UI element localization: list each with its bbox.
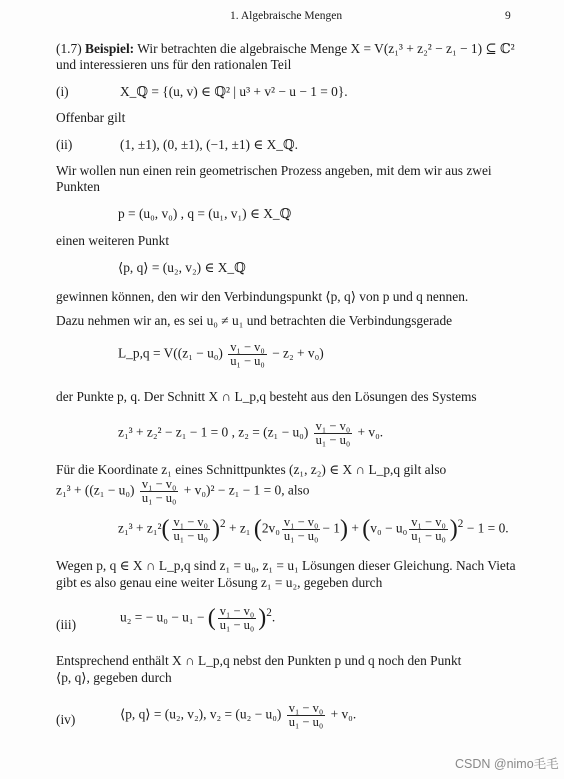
eq-connection-point: ⟨p, q⟩ = (u₂, v₂) ∈ X_ℚ [118, 260, 246, 275]
eq-iii-tag: (iii) [56, 617, 77, 632]
eq-iii-end: . [271, 609, 276, 625]
fraction-denominator: u₁ − u₀ [141, 491, 177, 505]
eq-long-g: − 1 = 0. [466, 520, 509, 536]
eq-long: z₁³ + z₁²( $\frac{\text{v₁ − v₀}}{\text{u₁ − u₀}}$ )$^2$ + z₁ (2v₀ $\frac{\text{v₁ − v₀}}{\text{u₁ − u₀}}$ − 1) + (v₀ − u₀ $\frac{\text{v₁ − v₀}}{\text{u₁ − u₀}}$ )$^2$ − 1 = 0. [118, 515, 509, 543]
eq-line-L [118, 341, 324, 368]
paragraph-4-line-2: Dazu nehmen wir an, es sei u₀ ≠ u₁ und betrachten die Verbindungsgerade [56, 313, 453, 328]
slope-fraction [282, 516, 321, 543]
fraction-denominator: u₁ − u₀ [230, 354, 265, 368]
paragraph-2-line-1: Wir wollen nun einen rein geometrischen Prozess angeben, mit dem wir aus zwei [56, 163, 492, 178]
eq-iii-body: u₂ = − u₀ − u₁ − ( $\frac{\text{v₁ − v₀}}{\text{u₁ − u₀}}$ )$^2$. [120, 604, 276, 632]
fraction-numerator: v₁ − v₀ [288, 701, 324, 715]
example-text-1: Wir betrachten die algebraische Menge X = V(z₁³ + z₂² − z₁ − 1) ⊆ ℂ² [137, 41, 515, 56]
slope-fraction [218, 605, 257, 632]
paragraph-6-line-2 [56, 478, 309, 505]
fraction-denominator: u₁ − u₀ [315, 433, 351, 447]
p6-lhs: z₁³ + ((z₁ − u₀) [56, 482, 135, 498]
slope-fraction [314, 420, 353, 447]
eq-long-d: − 1 [322, 520, 341, 536]
example-heading-line [56, 41, 515, 57]
eq-system [118, 420, 383, 447]
paragraph-5: der Punkte p, q. Der Schnitt X ∩ L_p,q besteht aus den Lösungen des Systems [56, 389, 477, 404]
example-number: (1.7) [56, 41, 82, 56]
eq-long-e: + [351, 520, 359, 536]
paragraph-7-line-2: gibt es also genau eine weiter Lösung z₁ = u₂, gegeben durch [56, 575, 383, 590]
fraction-denominator: u₁ − u₀ [411, 529, 446, 543]
page-number: 9 [505, 10, 511, 22]
fraction-numerator: v₁ − v₀ [230, 340, 265, 354]
running-header-title: 1. Algebraische Mengen [230, 10, 343, 22]
slope-fraction [228, 341, 267, 368]
fraction-numerator: v₁ − v₀ [283, 515, 319, 529]
example-text-2: und interessieren uns für den rationalen Teil [56, 57, 292, 72]
paragraph-3: einen weiteren Punkt [56, 233, 170, 248]
fraction-denominator: u₁ − u₀ [288, 715, 324, 729]
paragraph-8-line-1: Entsprechend enthält X ∩ L_p,q nebst den Punkten p und q noch den Punkt [56, 653, 462, 668]
watermark: CSDN @nimo毛毛 [455, 757, 559, 771]
p6-rhs: + v₀)² − z₁ − 1 = 0, also [183, 482, 310, 498]
eq-long-c: 2v₀ [261, 520, 280, 536]
slope-fraction [140, 478, 179, 505]
fraction-numerator: v₁ − v₀ [411, 515, 446, 529]
fraction-numerator: v₁ − v₀ [315, 419, 351, 433]
eq-ii-tag: (ii) [56, 137, 73, 152]
exponent: 2 [266, 607, 272, 620]
eq-L-lhs: L_p,q = V((z₁ − u₀) [118, 345, 223, 361]
fraction-numerator: v₁ − v₀ [141, 477, 177, 491]
eq-ii-body: (1, ±1), (0, ±1), (−1, ±1) ∈ X_ℚ. [120, 137, 298, 152]
paragraph-2-line-2: Punkten [56, 179, 100, 194]
eq-long-b: + z₁ [228, 520, 251, 536]
slope-fraction [409, 516, 448, 543]
slope-fraction [287, 702, 326, 729]
exponent: 2 [220, 518, 226, 531]
eq-long-f: v₀ − u₀ [370, 520, 408, 536]
slope-fraction [172, 516, 211, 543]
eq-i-body: X_ℚ = {(u, v) ∈ ℚ² | u³ + v² − u − 1 = 0}. [120, 84, 348, 99]
eq-system-lhs: z₁³ + z₂² − z₁ − 1 = 0 , z₂ = (z₁ − u₀) [118, 424, 309, 440]
eq-iii-lhs: u₂ = − u₀ − u₁ − [120, 609, 205, 625]
eq-system-rhs: + v₀. [357, 424, 384, 440]
paragraph-8-line-2: ⟨p, q⟩, gegeben durch [56, 670, 172, 685]
fraction-numerator: v₁ − v₀ [173, 515, 209, 529]
fraction-numerator: v₁ − v₀ [219, 604, 255, 618]
paragraph-offenbar: Offenbar gilt [56, 110, 126, 125]
paragraph-4-line-1: gewinnen können, den wir den Verbindungspunkt ⟨p, q⟩ von p und q nennen. [56, 289, 469, 304]
example-label: Beispiel: [85, 41, 135, 56]
eq-iv-lhs: ⟨p, q⟩ = (u₂, v₂), v₂ = (u₂ − u₀) [120, 706, 282, 722]
eq-iv-tag: (iv) [56, 712, 76, 727]
eq-i-tag: (i) [56, 84, 69, 99]
eq-points-pq: p = (u₀, v₀) , q = (u₁, v₁) ∈ X_ℚ [118, 206, 292, 221]
fraction-denominator: u₁ − u₀ [219, 618, 255, 632]
fraction-denominator: u₁ − u₀ [283, 529, 319, 543]
eq-iv-body [120, 702, 356, 729]
eq-long-a: z₁³ + z₁² [118, 520, 162, 536]
paragraph-7-line-1: Wegen p, q ∈ X ∩ L_p,q sind z₁ = u₀, z₁ = u₁ Lösungen dieser Gleichung. Nach Vieta [56, 558, 516, 573]
fraction-denominator: u₁ − u₀ [173, 529, 209, 543]
eq-L-rhs: − z₂ + v₀) [272, 345, 324, 361]
paragraph-6-line-1: Für die Koordinate z₁ eines Schnittpunktes (z₁, z₂) ∈ X ∩ L_p,q gilt also [56, 462, 447, 477]
exponent: 2 [457, 518, 464, 531]
eq-iv-rhs: + v₀. [330, 706, 357, 722]
